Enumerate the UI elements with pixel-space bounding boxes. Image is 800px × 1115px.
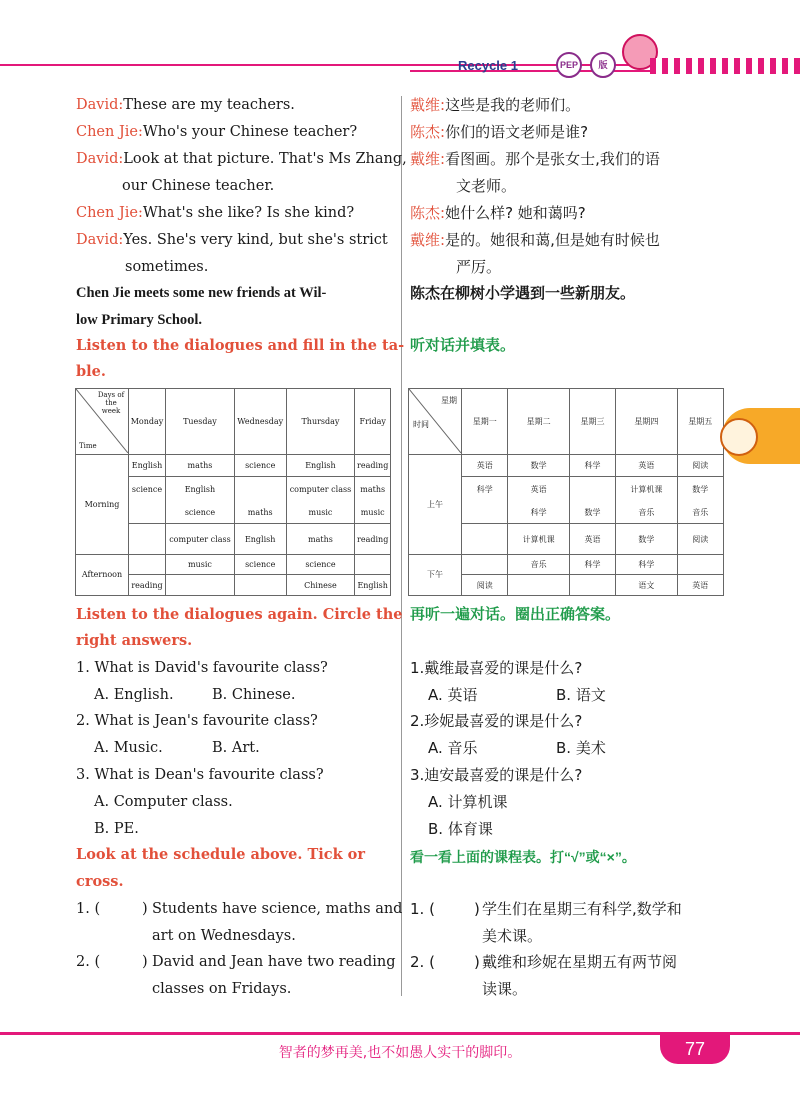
cell: 数学 <box>508 454 569 477</box>
question: 3. What is Dean's favourite class? <box>76 767 324 783</box>
cell: 阅读 <box>462 575 508 596</box>
option-b[interactable]: B. 美术 <box>556 739 606 757</box>
dialogue-line-cont: 严厉。 <box>456 258 502 276</box>
schedule-table-cn <box>408 388 724 596</box>
tick-answer-box[interactable] <box>96 900 142 918</box>
cell: 阅读 <box>677 454 723 477</box>
speaker: 陈杰 <box>410 204 441 222</box>
day-header: Tuesday <box>166 389 235 455</box>
tick-statement: Students have science, maths and <box>152 901 403 917</box>
dialogue-line: 她什么样? 她和蔼吗? <box>445 204 586 222</box>
edition-badge: 版 <box>590 52 616 78</box>
column-divider <box>401 96 402 996</box>
speaker: 陈杰 <box>410 123 441 141</box>
option-a[interactable]: A. 英语 <box>428 686 478 704</box>
dialogue-line: Look at that picture. That's Ms Zhang, <box>123 151 407 167</box>
option-a[interactable]: A. 音乐 <box>428 739 478 757</box>
cell <box>569 575 615 596</box>
table-corner: 星期 时间 <box>409 389 462 455</box>
day-header: 星期一 <box>462 389 508 455</box>
cell: music <box>166 554 235 574</box>
cell: 音乐 <box>508 554 569 574</box>
cell: 音乐 <box>616 501 677 524</box>
task-heading: ble. <box>76 363 106 380</box>
dialogue-line: 是的。她很和蔼,但是她有时候也 <box>445 231 660 249</box>
unit-title: Recycle 1 <box>458 58 518 73</box>
question: 1.戴维最喜爱的课是什么? <box>410 659 583 677</box>
cell: 科学 <box>569 454 615 477</box>
header-checker-decoration <box>650 58 800 74</box>
cell: maths <box>234 501 286 524</box>
day-header: Thursday <box>286 389 355 455</box>
tick-answer-box[interactable] <box>430 953 474 971</box>
question: 3.迪安最喜爱的课是什么? <box>410 766 583 784</box>
cell <box>129 524 166 555</box>
speaker: 戴维 <box>410 96 441 114</box>
tick-num: 1. ( <box>410 900 435 918</box>
tick-statement: David and Jean have two reading <box>152 954 396 970</box>
cell: 计算机课 <box>508 524 569 555</box>
cell: 数学 <box>616 524 677 555</box>
cell: 数学 <box>677 477 723 502</box>
cell: reading <box>355 524 391 555</box>
cell: reading <box>129 575 166 596</box>
cell <box>234 477 286 502</box>
task-heading: 看一看上面的课程表。打“√”或“×”。 <box>410 849 636 865</box>
dialogue-line: 看图画。那个是张女士,我们的语 <box>445 150 660 168</box>
period-label: 下午 <box>409 554 462 595</box>
cell: English <box>355 575 391 596</box>
cell <box>569 477 615 502</box>
cell: 数学 <box>569 501 615 524</box>
option-a[interactable]: A. 计算机课 <box>428 793 508 811</box>
cell: 英语 <box>677 575 723 596</box>
task-heading: cross. <box>76 873 124 890</box>
cell: computer class <box>166 524 235 555</box>
option-b[interactable]: B. 语文 <box>556 686 606 704</box>
cell: English <box>286 454 355 477</box>
tick-statement: art on Wednesdays. <box>152 928 296 944</box>
dialogue-line: 这些是我的老师们。 <box>445 96 581 114</box>
tick-num: 2. ( <box>76 954 101 970</box>
tick-close: ) <box>142 954 148 970</box>
dialogue-line: These are my teachers. <box>123 97 295 113</box>
cell: science <box>286 554 355 574</box>
cell: 英语 <box>569 524 615 555</box>
option-a[interactable]: A. Computer class. <box>94 794 233 810</box>
cell <box>508 575 569 596</box>
tick-statement: classes on Fridays. <box>152 981 292 997</box>
dialogue-line: 你们的语文老师是谁? <box>445 123 589 141</box>
day-header: 星期五 <box>677 389 723 455</box>
speaker: 戴维 <box>410 150 441 168</box>
task-heading: 听对话并填表。 <box>410 337 516 354</box>
cell: 英语 <box>508 477 569 502</box>
tick-statement: 美术课。 <box>482 927 543 945</box>
cell: maths <box>286 524 355 555</box>
pep-badge: PEP <box>556 52 582 78</box>
cell: maths <box>355 477 391 502</box>
tick-statement: 戴维和珍妮在星期五有两节阅 <box>482 953 678 971</box>
cell: 科学 <box>569 554 615 574</box>
schedule-table-en <box>75 388 391 596</box>
intro-line: Chen Jie meets some new friends at Wil- <box>76 285 327 301</box>
option-b[interactable]: B. 体育课 <box>428 820 493 838</box>
tick-close: ) <box>142 901 148 917</box>
cell: science <box>129 477 166 502</box>
tick-num: 2. ( <box>410 953 435 971</box>
task-heading: Look at the schedule above. Tick or <box>76 846 365 863</box>
question: 2.珍妮最喜爱的课是什么? <box>410 712 583 730</box>
task-heading: right answers. <box>76 632 193 649</box>
dialogue-line-cont: 文老师。 <box>456 177 517 195</box>
cell: 计算机课 <box>616 477 677 502</box>
dialogue-line: Yes. She's very kind, but she's strict <box>123 232 388 248</box>
speaker: Chen Jie <box>76 124 138 140</box>
option-a[interactable]: A. Music. <box>94 740 163 756</box>
cell: English <box>166 477 235 502</box>
cell: reading <box>355 454 391 477</box>
question: 2. What is Jean's favourite class? <box>76 713 318 729</box>
tick-close: ) <box>474 953 480 971</box>
day-header: Monday <box>129 389 166 455</box>
intro-line: low Primary School. <box>76 312 203 328</box>
option-b[interactable]: B. Chinese. <box>212 687 296 703</box>
tick-statement: 读课。 <box>482 980 528 998</box>
option-a[interactable]: A. English. <box>94 687 174 703</box>
dialogue-line: What's she like? Is she kind? <box>142 205 355 221</box>
cell: Chinese <box>286 575 355 596</box>
task-heading: Listen to the dialogues again. Circle the <box>76 606 403 623</box>
cell <box>677 554 723 574</box>
task-heading: 再听一遍对话。圈出正确答案。 <box>410 606 621 623</box>
cell <box>129 501 166 524</box>
speaker: Chen Jie <box>76 205 138 221</box>
fox-mascot-icon <box>720 418 758 456</box>
page-number: 77 <box>660 1034 730 1064</box>
speaker: 戴维 <box>410 231 441 249</box>
tick-num: 1. ( <box>76 901 101 917</box>
tick-answer-box[interactable] <box>96 953 142 971</box>
table-corner: Days of the week Time <box>76 389 129 455</box>
speaker: David <box>76 97 119 113</box>
cell: English <box>234 524 286 555</box>
day-header: Wednesday <box>234 389 286 455</box>
day-header: 星期二 <box>508 389 569 455</box>
cell: music <box>355 501 391 524</box>
cell <box>234 575 286 596</box>
period-label: 上午 <box>409 454 462 554</box>
cell: science <box>234 554 286 574</box>
cell: 阅读 <box>677 524 723 555</box>
period-label: Afternoon <box>76 554 129 595</box>
tick-answer-box[interactable] <box>430 900 474 918</box>
cell <box>355 554 391 574</box>
cell: English <box>129 454 166 477</box>
cell: computer class <box>286 477 355 502</box>
cell: music <box>286 501 355 524</box>
option-b[interactable]: B. Art. <box>212 740 260 756</box>
cell: 科学 <box>616 554 677 574</box>
option-b[interactable]: B. PE. <box>94 821 139 837</box>
day-header: 星期四 <box>616 389 677 455</box>
dialogue-line-cont: our Chinese teacher. <box>122 178 275 194</box>
cell <box>129 554 166 574</box>
dialogue-line-cont: sometimes. <box>125 259 209 275</box>
cell: 科学 <box>462 477 508 502</box>
cell <box>462 524 508 555</box>
speaker: David <box>76 232 119 248</box>
cell: 语文 <box>616 575 677 596</box>
cell: science <box>166 501 235 524</box>
day-header: Friday <box>355 389 391 455</box>
cell: science <box>234 454 286 477</box>
intro-line: 陈杰在柳树小学遇到一些新朋友。 <box>410 284 636 302</box>
tick-statement: 学生们在星期三有科学,数学和 <box>482 900 682 918</box>
cell <box>166 575 235 596</box>
tick-close: ) <box>474 900 480 918</box>
cell: 音乐 <box>677 501 723 524</box>
dialogue-line: Who's your Chinese teacher? <box>142 124 358 140</box>
cell: 英语 <box>462 454 508 477</box>
cell: 英语 <box>616 454 677 477</box>
cell: maths <box>166 454 235 477</box>
task-heading: Listen to the dialogues and fill in the ta- <box>76 337 405 354</box>
day-header: 星期三 <box>569 389 615 455</box>
period-label: Morning <box>76 454 129 554</box>
question: 1. What is David's favourite class? <box>76 660 328 676</box>
cell <box>462 501 508 524</box>
footer-motto: 智者的梦再美,也不如愚人实干的脚印。 <box>278 1045 522 1061</box>
speaker: David <box>76 151 119 167</box>
cell: 科学 <box>508 501 569 524</box>
cell <box>462 554 508 574</box>
